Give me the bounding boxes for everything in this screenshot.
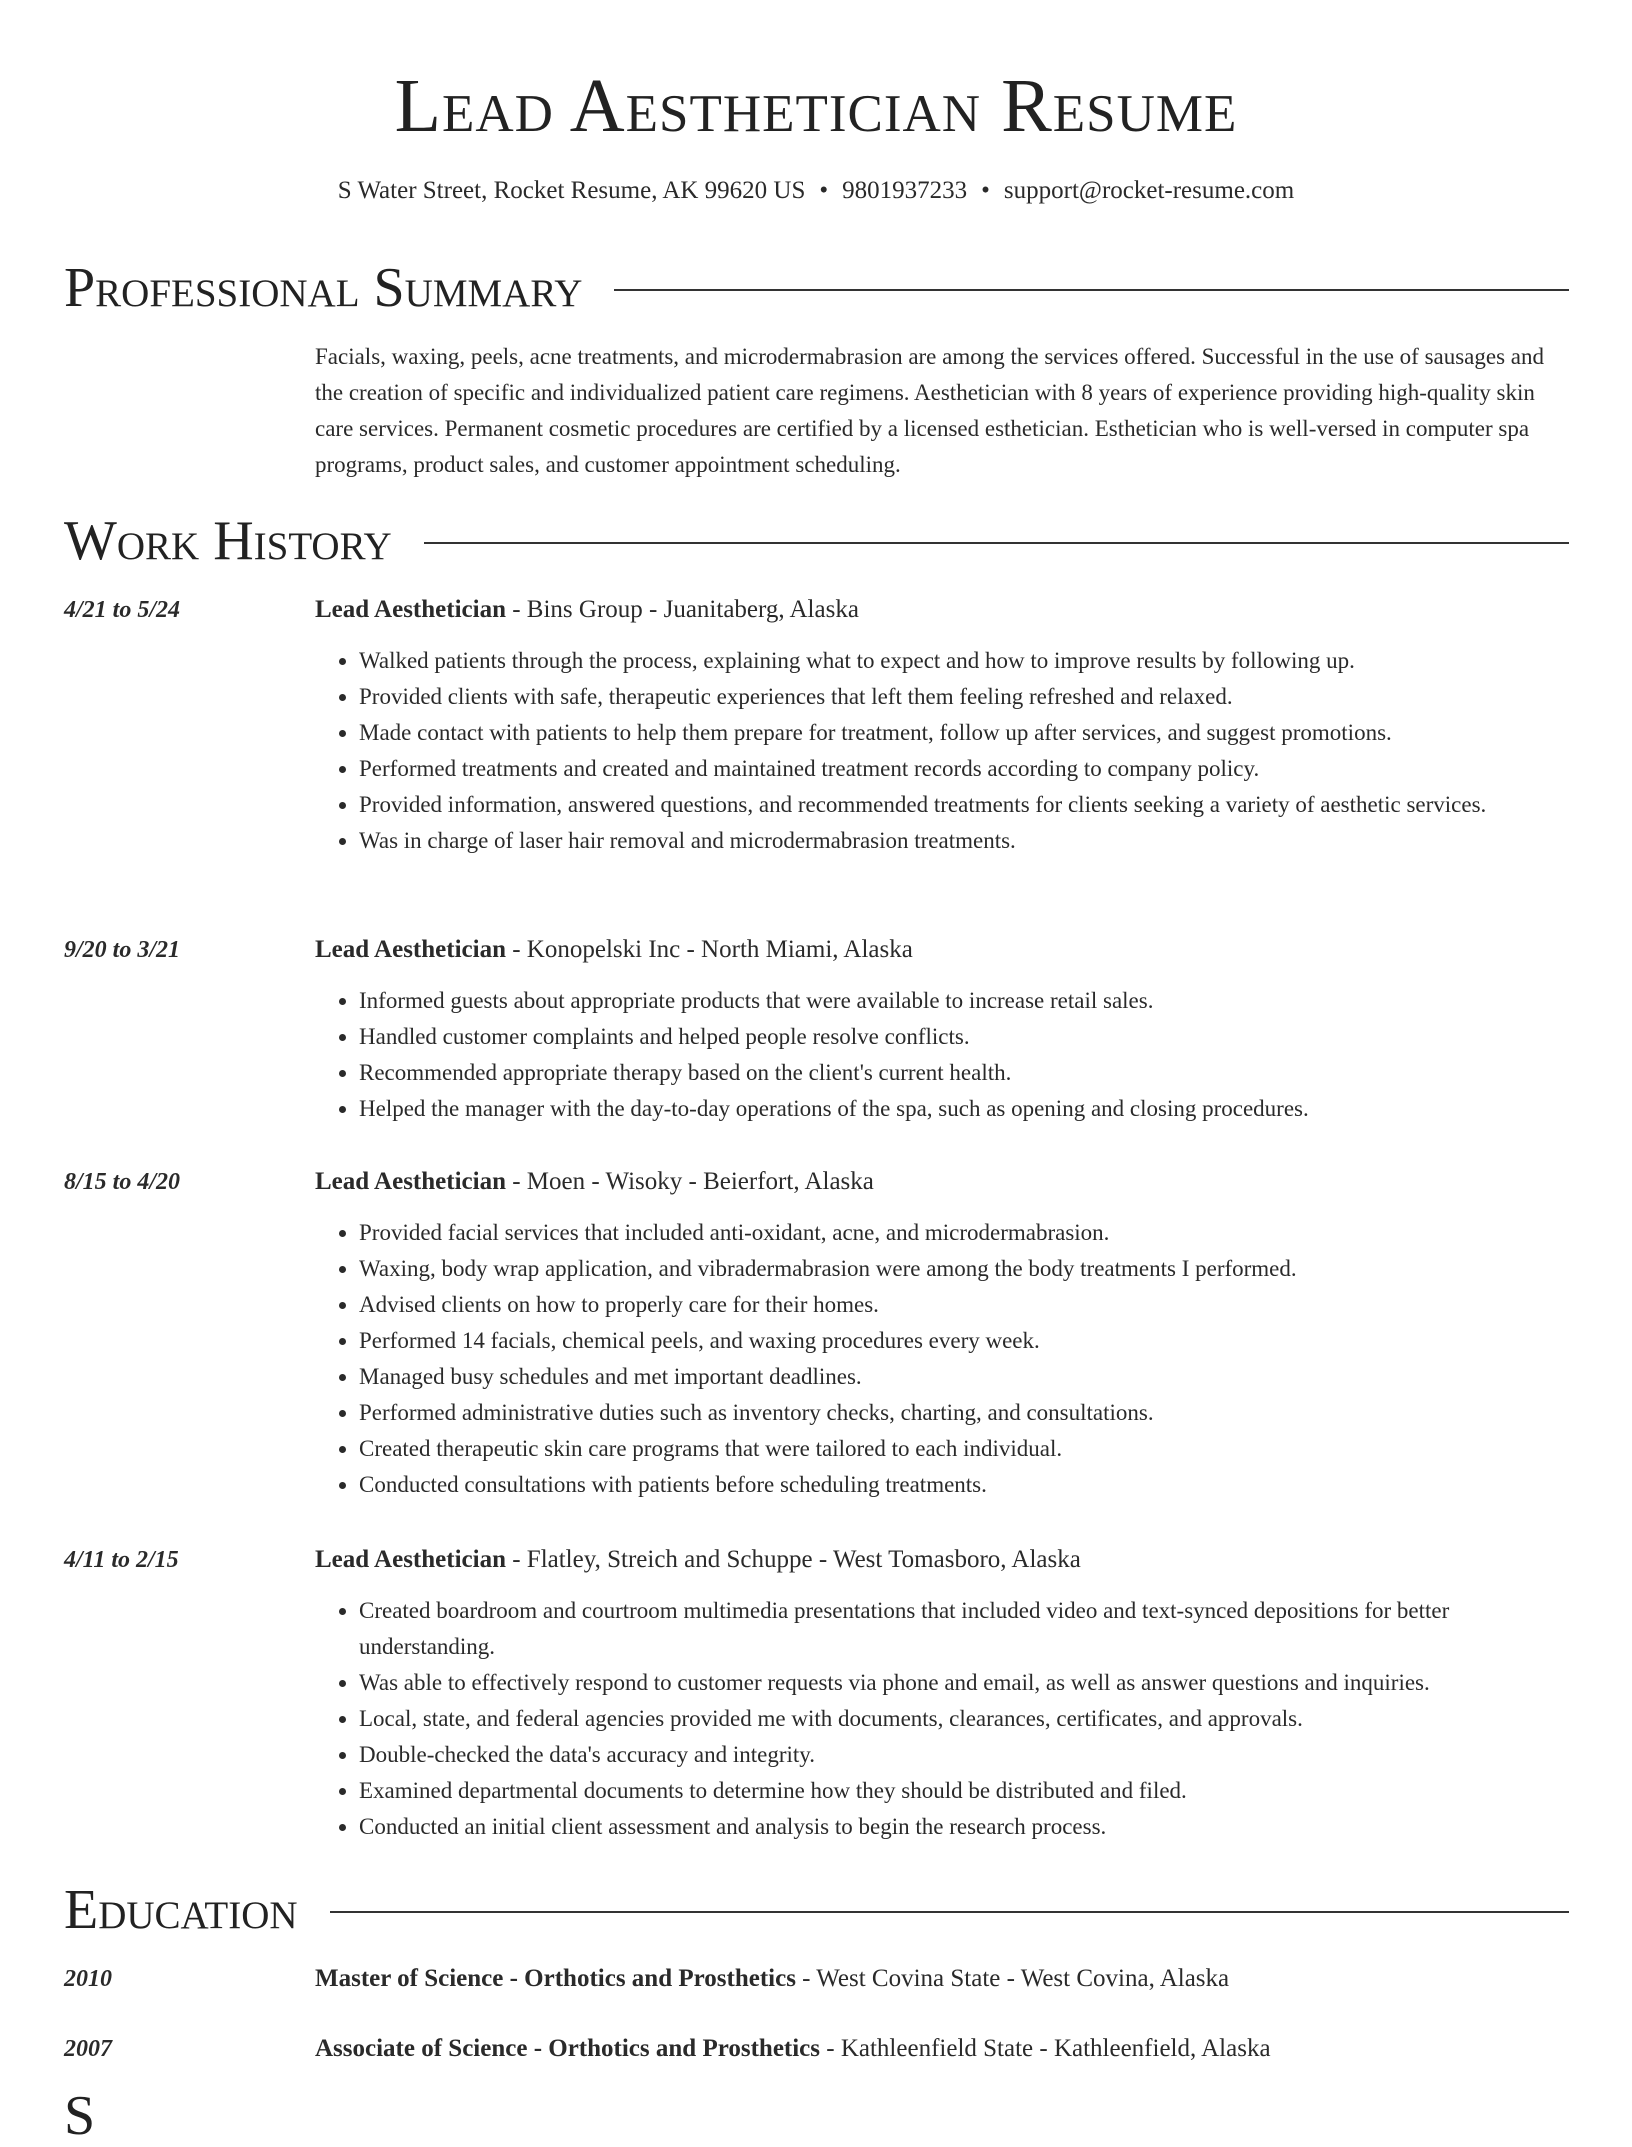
job-dates: 4/11 to 2/15 xyxy=(64,1547,179,1573)
job-bullet: • Provided facial services that included anti-oxidant, acne, and microdermabrasion. xyxy=(359,1215,1569,1251)
job-dates: 9/20 to 3/21 xyxy=(64,937,181,963)
job-bullet: • Performed 14 facials, chemical peels, and waxing procedures every week. xyxy=(359,1323,1569,1359)
resume-title: Lead Aesthetician Resume xyxy=(394,64,1238,148)
summary-heading-label: Professional Summary xyxy=(64,257,583,319)
job-bullet: • Examined departmental documents to determine how they should be distributed and filed. xyxy=(359,1773,1569,1809)
job-bullet: • Advised clients on how to properly care for their homes. xyxy=(359,1287,1569,1323)
section-divider xyxy=(614,289,1569,291)
job-bullets xyxy=(315,643,1569,859)
job-bullet: • Waxing, body wrap application, and vibradermabrasion were among the body treatments I performed. xyxy=(359,1251,1569,1287)
job-bullet: • Helped the manager with the day-to-day operations of the spa, such as opening and closing procedures. xyxy=(359,1091,1569,1127)
job-bullet: • Made contact with patients to help them prepare for treatment, follow up after services, and suggest promotions. xyxy=(359,715,1569,751)
job-bullet: • Performed administrative duties such as inventory checks, charting, and consultations. xyxy=(359,1395,1569,1431)
contact-line xyxy=(0,176,1632,206)
education-degree: Associate of Science - Orthotics and Prosthetics xyxy=(315,2035,821,2062)
job-bullet: • Double-checked the data's accuracy and integrity. xyxy=(359,1737,1569,1773)
contact-address: S Water Street, Rocket Resume, AK 99620 US xyxy=(337,177,806,204)
section-divider xyxy=(330,1911,1569,1913)
job-bullets xyxy=(315,983,1569,1127)
job-dates: 8/15 to 4/20 xyxy=(64,1169,181,1195)
job-bullet: • Created therapeutic skin care programs that were tailored to each individual. xyxy=(359,1431,1569,1467)
education-section-heading xyxy=(64,1880,1569,1940)
job-bullet: • Informed guests about appropriate products that were available to increase retail sales. xyxy=(359,983,1569,1019)
job-bullet: • Conducted an initial client assessment and analysis to begin the research process. xyxy=(359,1809,1569,1845)
job-bullet: • Conducted consultations with patients before scheduling treatments. xyxy=(359,1467,1569,1503)
job-bullet: • Managed busy schedules and met important deadlines. xyxy=(359,1359,1569,1395)
education-year: 2007 xyxy=(64,2036,112,2062)
job-details: - Flatley, Streich and Schuppe - West Tomasboro, Alaska xyxy=(505,1546,1081,1573)
contact-email: support@rocket-resume.com xyxy=(1003,177,1295,204)
job-bullets xyxy=(315,1215,1569,1503)
education-heading xyxy=(315,1962,1569,1996)
summary-section-heading xyxy=(64,258,1569,318)
job-bullet: • Recommended appropriate therapy based on the client's current health. xyxy=(359,1055,1569,1091)
job-bullet: • Handled customer complaints and helped people resolve conflicts. xyxy=(359,1019,1569,1055)
job-title: Lead Aesthetician xyxy=(315,936,506,963)
job-bullet: • Performed treatments and created and maintained treatment records according to company policy. xyxy=(359,751,1569,787)
job-bullet: • Provided information, answered questions, and recommended treatments for clients seeking a variety of aesthetic services. xyxy=(359,787,1569,823)
job-title: Lead Aesthetician xyxy=(315,1546,506,1573)
education-year: 2010 xyxy=(64,1966,112,1992)
job-bullet: • Provided clients with safe, therapeutic experiences that left them feeling refreshed and relaxed. xyxy=(359,679,1569,715)
job-title: Lead Aesthetician xyxy=(315,1168,506,1195)
job-bullet: • Local, state, and federal agencies provided me with documents, clearances, certificates, and approvals. xyxy=(359,1701,1569,1737)
education-heading-label: Education xyxy=(64,1879,298,1941)
job-details: - Moen - Wisoky - Beierfort, Alaska xyxy=(505,1168,874,1195)
job-details: - Bins Group - Juanitaberg, Alaska xyxy=(505,596,859,623)
contact-phone: 9801937233 xyxy=(842,177,968,204)
section-divider xyxy=(424,542,1569,544)
education-details: - Kathleenfield State - Kathleenfield, Alaska xyxy=(820,2035,1271,2062)
job-bullet: • Walked patients through the process, explaining what to expect and how to improve results by following up. xyxy=(359,643,1569,679)
education-heading xyxy=(315,2032,1569,2066)
job-bullets xyxy=(315,1593,1569,1845)
next-section-heading-partial: S xyxy=(64,2085,96,2147)
job-title: Lead Aesthetician xyxy=(315,596,506,623)
summary-text: Facials, waxing, peels, acne treatments, and microdermabrasion are among the services offered. Successful in the use of sausages and the creation of specific and individualized patient care regimens. Aesthetician with 8 years of experience providing high-quality skin care services. Permanent cosmetic procedures are certified by a licensed esthetician. Esthetician who is well-versed in computer spa programs, product sales, and customer appointment scheduling. xyxy=(315,344,1545,477)
job-heading xyxy=(315,1543,1569,1577)
contact-separator: • xyxy=(981,177,990,204)
job-bullet: • Was in charge of laser hair removal and microdermabrasion treatments. xyxy=(359,823,1569,859)
education-degree: Master of Science - Orthotics and Prosthetics xyxy=(315,1965,796,1992)
job-heading xyxy=(315,1165,1569,1199)
job-heading xyxy=(315,933,1569,967)
job-details: - Konopelski Inc - North Miami, Alaska xyxy=(505,936,913,963)
education-details: - West Covina State - West Covina, Alaska xyxy=(795,1965,1230,1992)
job-bullet: • Created boardroom and courtroom multimedia presentations that included video and text-synced depositions for better understanding. xyxy=(359,1593,1569,1665)
job-bullet: • Was able to effectively respond to customer requests via phone and email, as well as answer questions and inquiries. xyxy=(359,1665,1569,1701)
contact-separator: • xyxy=(819,177,829,204)
job-heading xyxy=(315,593,1569,627)
work-section-heading xyxy=(64,511,1569,571)
work-heading-label: Work History xyxy=(64,510,392,572)
job-dates: 4/21 to 5/24 xyxy=(64,597,181,623)
